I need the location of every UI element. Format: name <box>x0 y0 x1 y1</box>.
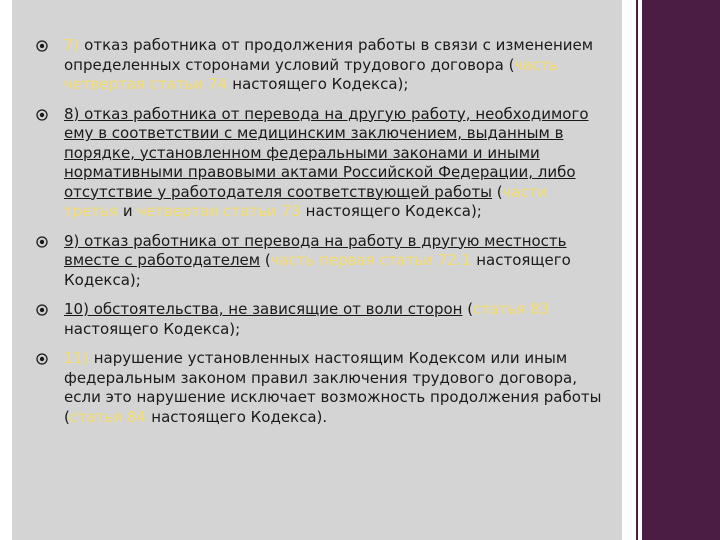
target-bullet-icon <box>36 304 48 316</box>
target-bullet-icon <box>36 40 48 52</box>
list-item <box>36 300 606 339</box>
plain-text: настоящего Кодекса); <box>64 319 241 338</box>
law-reference-link[interactable]: 7) <box>64 36 80 54</box>
plain-text: настоящего Кодекса); <box>227 75 409 93</box>
law-reference-link[interactable]: статья 84 <box>69 407 147 426</box>
target-bullet-icon <box>36 109 48 121</box>
law-reference-link[interactable]: часть четвертая статьи 74 <box>64 55 559 93</box>
item-text <box>64 232 571 289</box>
law-reference-link[interactable]: 11) <box>64 349 89 367</box>
list-item <box>36 36 606 95</box>
accent-sidebar <box>642 0 720 540</box>
item-text <box>64 105 589 221</box>
item-text <box>64 300 550 338</box>
list-item <box>36 105 606 222</box>
underlined-text: 8) отказ работника от перевода на другую работу, необходимого ему в соответствии с медицинским заключением, выданным в порядке, установленном федеральными законами и иными нормативными правовыми актами Российской Федерации, либо отсутствие у работодателя соответствующей работы <box>64 104 589 201</box>
law-reference-link[interactable]: четвертая статьи 73 <box>137 202 301 220</box>
law-reference-link[interactable]: часть первая статьи 72.1 <box>270 251 472 269</box>
plain-text: отказ работника от продолжения работы в связи с изменением определенных сторонами условий трудового договора ( <box>64 36 594 74</box>
plain-text: нарушение установленных настоящим Кодексом или иным федеральным законом правил заключения трудового договора, если это нарушение исключает возможность продолжения работы ( <box>64 349 602 426</box>
underlined-text: 9) отказ работника от перевода на работу в другую местность вместе с работодателем <box>64 231 567 269</box>
underlined-text: 10) обстоятельства, не зависящие от воли сторон <box>64 300 463 318</box>
plain-text: настоящего Кодекса); <box>300 202 482 220</box>
item-text <box>64 349 602 426</box>
plain-text: настоящего Кодекса). <box>146 407 328 426</box>
plain-text: ( <box>492 182 503 201</box>
list-item <box>36 232 606 291</box>
bullet-list <box>36 36 606 427</box>
target-bullet-icon <box>36 353 48 365</box>
target-bullet-icon <box>36 236 48 248</box>
plain-text: и <box>118 202 138 220</box>
plain-text: настоящего Кодекса); <box>64 251 571 289</box>
plain-text: ( <box>462 300 474 318</box>
plain-text: ( <box>260 251 271 269</box>
accent-divider <box>636 0 638 540</box>
law-reference-link[interactable]: статья 83 <box>473 300 550 318</box>
law-reference-link[interactable]: части третья <box>64 182 548 220</box>
item-text <box>64 36 593 93</box>
list-item <box>36 349 606 427</box>
